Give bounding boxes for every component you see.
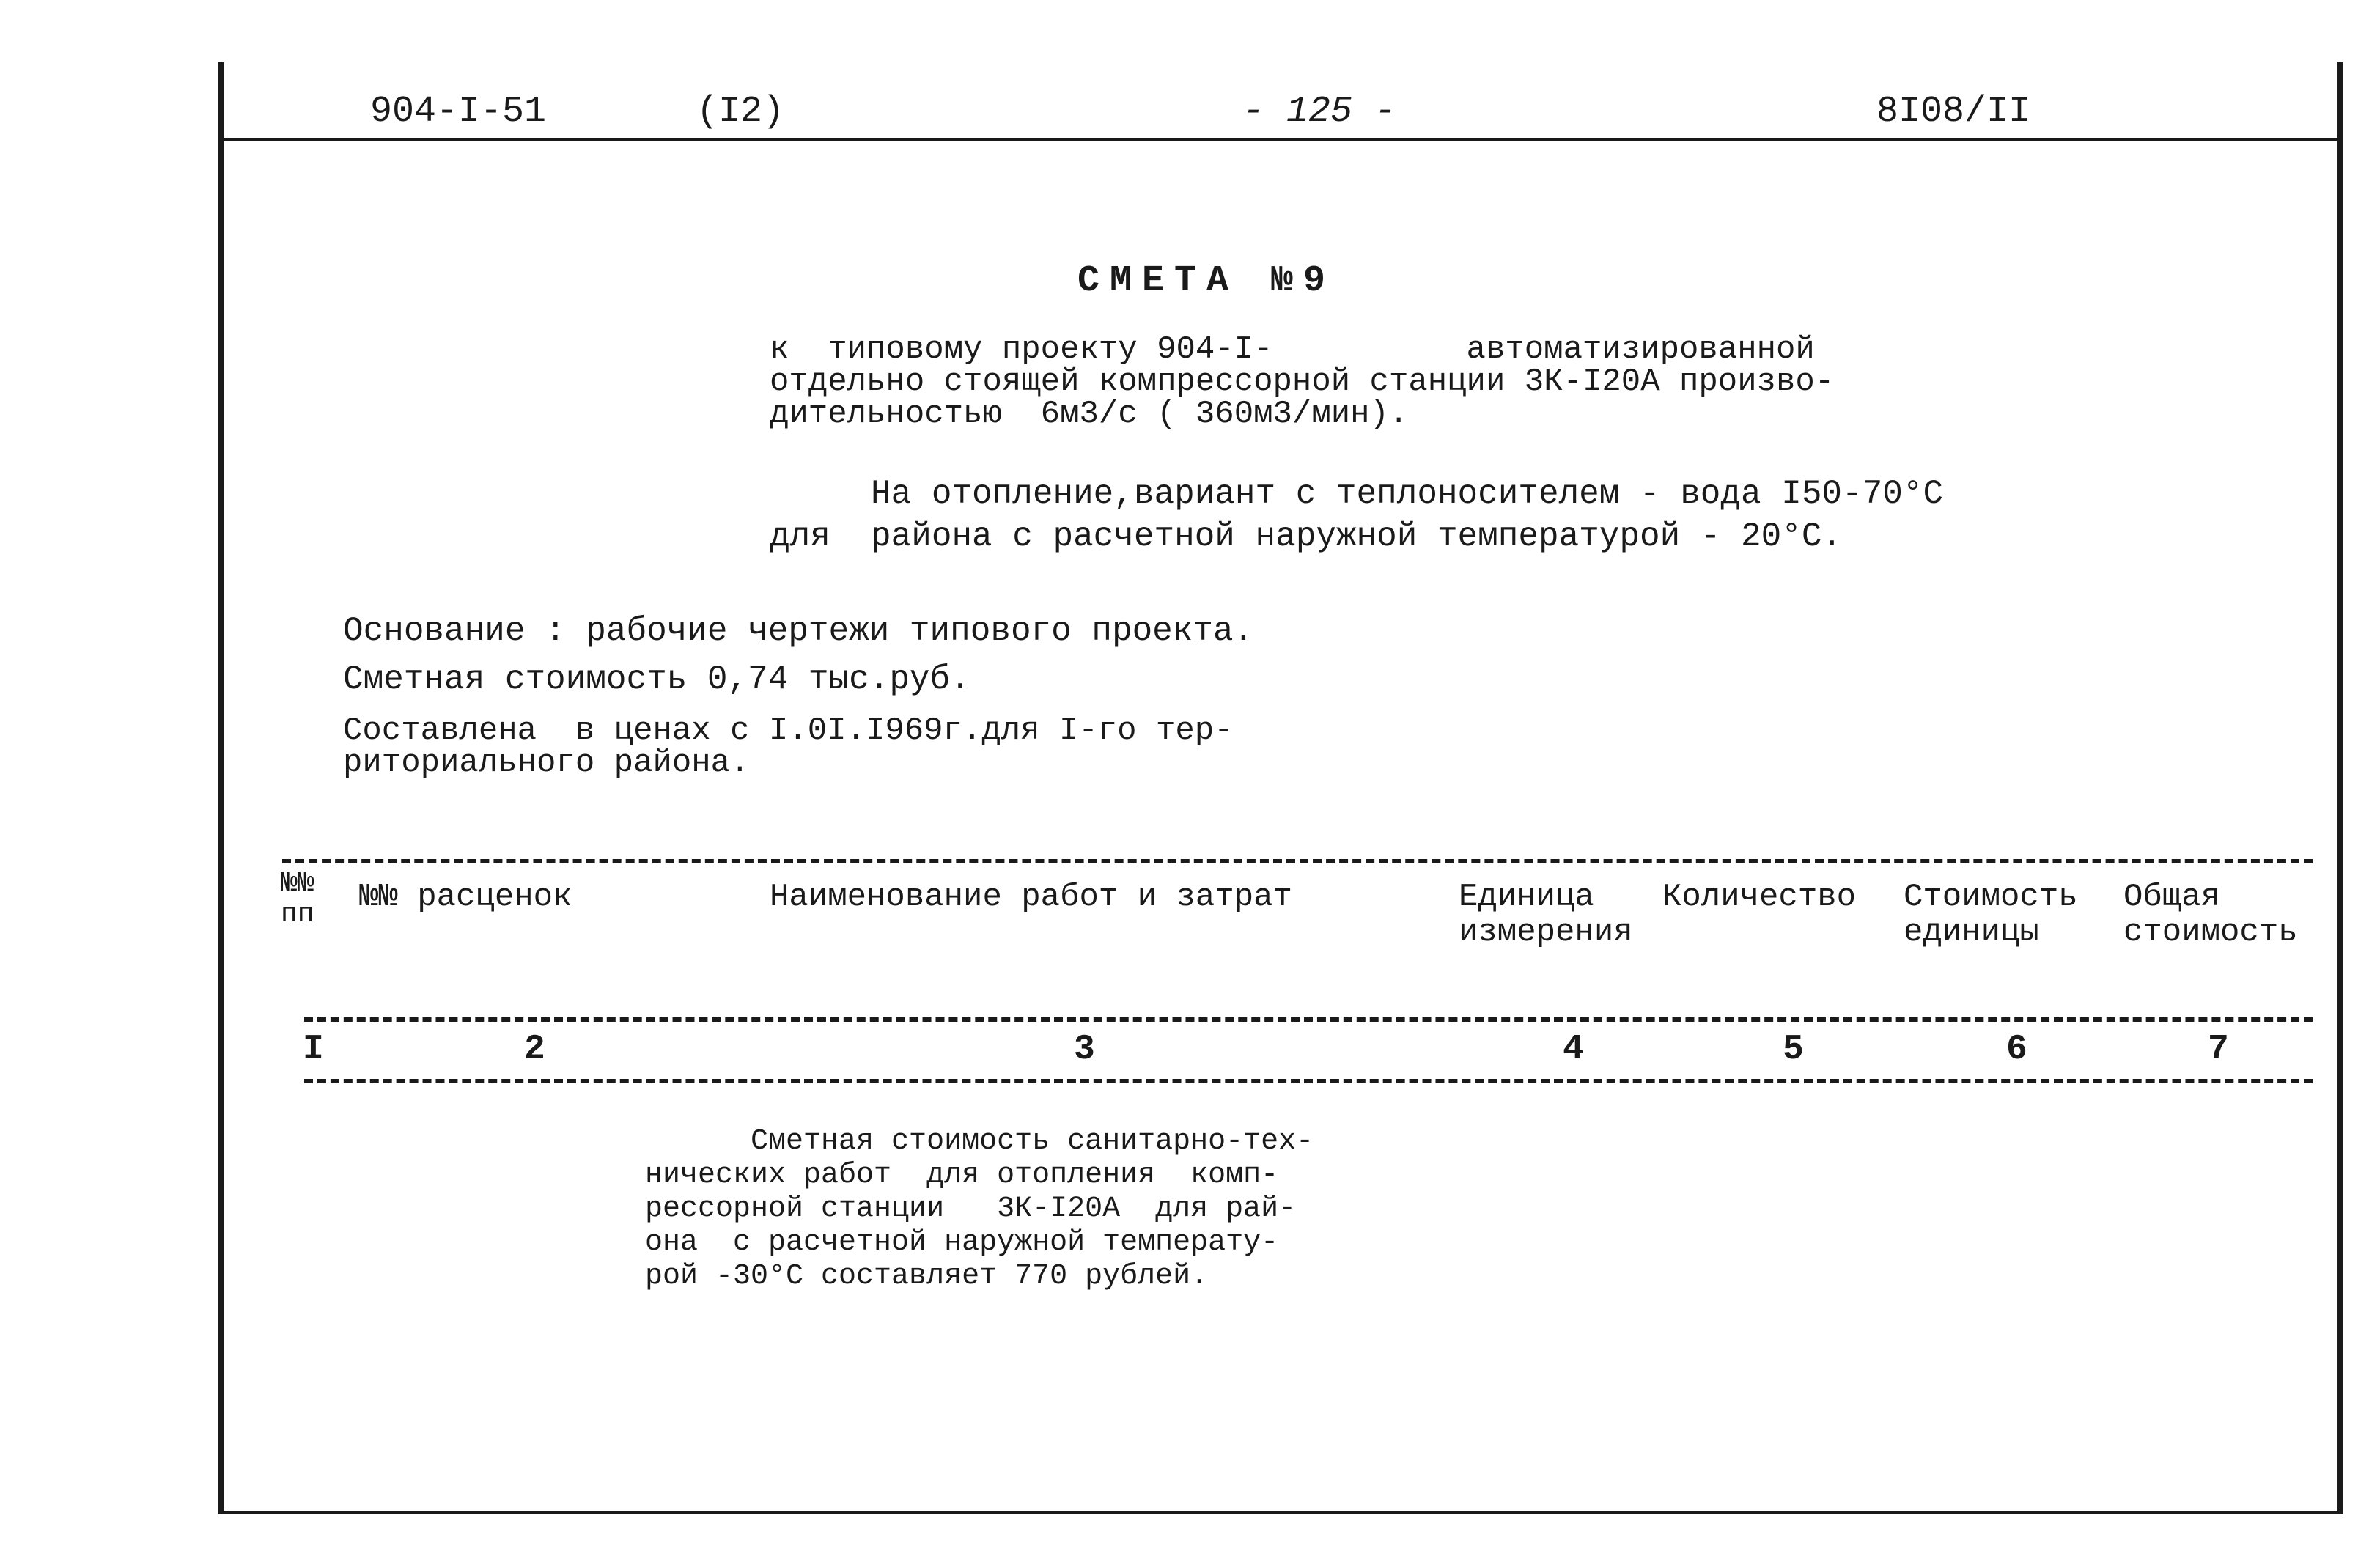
column-number: 7 [2208,1030,2229,1069]
column-number: 2 [524,1030,545,1069]
subtitle-block [770,333,1834,430]
header-document-number: 8I08/II [1876,91,2031,133]
header-sheet: (I2) [696,91,785,133]
estimated-cost: Сметная стоимость 0,74 тыс.руб. [343,660,970,699]
column-number: 5 [1783,1030,1804,1069]
table-numbers-rule [304,1079,2313,1083]
heating-line: На отопление,вариант с теплоносителем - вода I50-70°С [770,475,1944,513]
column-number: 3 [1074,1030,1095,1069]
header-page-number: - 125 - [1242,91,1397,133]
table-header-rule [304,1017,2313,1022]
column-header-row-number: №№ пп [281,868,314,930]
note-line: рессорной станции 3К-I20А для рай- [645,1193,1297,1226]
column-header-unit: Единица измерения [1459,879,1633,951]
document-title: СМЕТА №9 [1077,260,1336,302]
table-top-rule [282,859,2313,863]
basis-text: Основание : рабочие чертежи типового проекта. [343,612,1254,650]
subtitle-line: отдельно стоящей компрессорной станции 3К-I20А произво- [770,364,1835,400]
note-block [645,1125,1314,1294]
heating-line: для района с расчетной наружной температурой - 20°С. [770,517,1843,556]
column-header-unit-cost: Стоимость единицы [1904,879,2078,951]
column-number: 4 [1563,1030,1584,1069]
prices-line: Составлена в ценах с I.0I.I969г.для I-го тер- [343,712,1234,749]
header-rule [224,138,2337,141]
column-number: 6 [2006,1030,2027,1069]
column-header-quantity: Количество [1662,879,1857,915]
column-header-work-name: Наименование работ и затрат [770,879,1292,915]
column-header-rate-number: №№ расценок [359,879,572,915]
note-line: Сметная стоимость санитарно-тех- [645,1125,1314,1158]
note-line: она с расчетной наружной температу- [645,1226,1279,1259]
header-code: 904-I-51 [370,91,547,133]
column-number: I [303,1030,324,1069]
note-line: рой -30°С составляет 770 рублей. [645,1260,1209,1293]
prices-line: риториального района. [343,745,750,781]
note-line: нических работ для отопления комп- [645,1159,1279,1192]
prices-block [343,712,1234,781]
subtitle-line: дительностью 6м3/с ( 360м3/мин). [770,396,1409,432]
subtitle-line: к типовому проекту 904-I- автоматизированной [770,331,1815,368]
heating-block [770,473,1943,558]
column-header-total-cost: Общая стоимость [2123,879,2298,951]
